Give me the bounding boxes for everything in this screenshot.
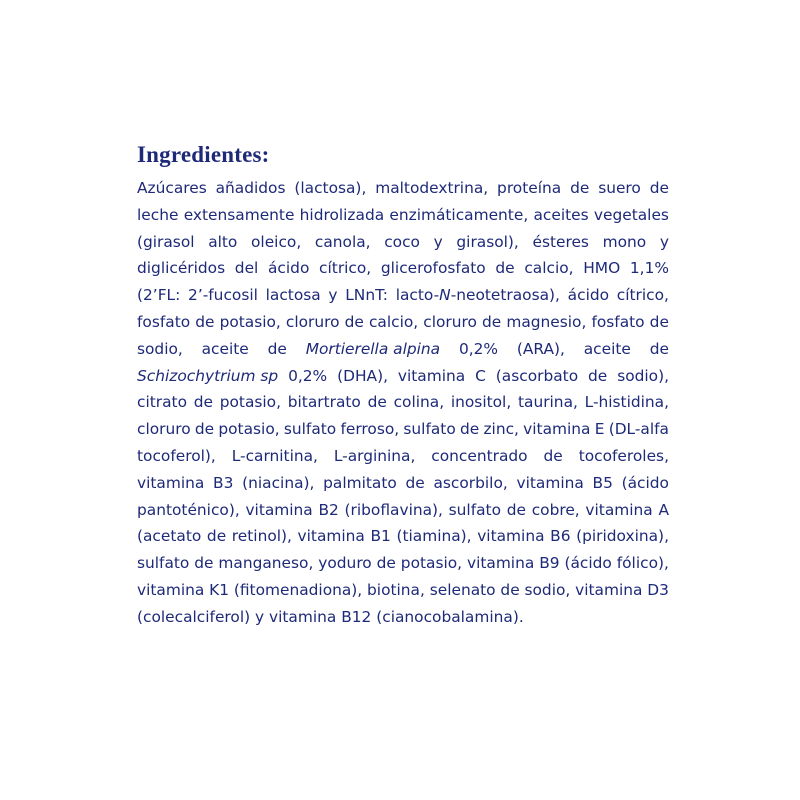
ingredient-word: vitamina [477,527,545,546]
ingredient-word: (DHA), [337,366,388,385]
ingredient-word: de [344,312,364,331]
ingredient-word: B1 [370,527,391,546]
ingredient-word: diglicéridos [137,259,226,278]
ingredient-word: pantoténico), [137,500,240,519]
ingredient-word: (ácido [564,554,612,573]
ingredients-line [137,255,669,282]
ingredient-word: alto [208,232,238,251]
ingredient-word: de [649,312,669,331]
ingredient-word: girasol), [456,232,519,251]
ingredient-word: K1 [209,580,230,599]
ingredient-word: lacto- [395,286,440,305]
ingredient-word: 1,1% [629,259,669,278]
ingredient-word: aceites [533,205,589,224]
ingredient-word: concentrado [431,446,528,465]
ingredient-word: de [570,179,590,197]
ingredient-word: cloruro [137,420,191,439]
ingredient-word: leche [137,205,179,224]
ingredient-word: vitamina [137,580,205,599]
ingredient-word: y [328,286,338,305]
ingredient-word: de [206,527,227,546]
ingredient-word: de [195,312,215,331]
ingredient-word: taurina, [517,393,578,412]
ingredient-word: B3 [213,473,234,492]
ingredient-word: de [495,259,515,278]
ingredient-word: bitartrato [287,393,361,412]
ingredient-word: de [193,393,213,412]
ingredient-word: de [367,393,387,412]
ingredient-word: Schizochytrium sp [137,366,279,385]
ingredient-word: de [459,420,480,439]
ingredient-word: (colecalciferol) y vitamina B12 (cianocobalamina). [137,607,524,626]
ingredient-word: vitamina [516,473,584,492]
ingredient-word: vegetales [593,205,669,224]
ingredient-word: inositol, [450,393,512,412]
ingredient-word: de [500,580,520,599]
ingredient-word: cítrico, [616,286,669,305]
ingredient-word: retinol), [231,527,292,546]
ingredient-word: zinc, [483,420,519,439]
ingredient-word: de [267,339,287,358]
ingredient-word: (ácido [621,473,669,492]
ingredient-word: sodio), [617,366,669,385]
ingredient-word: sodio, [524,580,571,599]
ingredient-word: potasio, [218,420,280,439]
ingredient-word: ferroso, [340,420,400,439]
ingredient-word: 2’-fucosil [188,286,258,305]
ingredient-word: suero [598,179,641,197]
ingredient-word: cobre, [531,500,580,519]
ingredient-word: tocoferol), [137,446,216,465]
ingredients-line [137,229,669,256]
ingredients-line [137,470,669,497]
ingredient-word: Mortierella alpina [305,339,441,358]
ingredient-word: potasio, [219,312,281,331]
ingredient-word: enzimáticamente, [389,205,529,224]
ingredient-word: N [439,286,451,305]
ingredients-line [137,282,669,309]
ingredient-word: de [376,554,396,573]
ingredient-word: manganeso, [218,554,314,573]
ingredient-word: sulfato [283,420,337,439]
ingredient-word: 0,2% [288,366,328,385]
ingredient-word: L-histidina, [584,393,669,412]
ingredient-word: ascorbilo, [433,473,508,492]
ingredients-line [137,202,669,229]
ingredient-word: (lactosa), [294,179,367,197]
ingredient-word: de [506,500,526,519]
ingredient-word: B5 [592,473,613,492]
ingredient-word: L-arginina, [333,446,416,465]
ingredient-word: sodio, [137,339,183,358]
ingredient-word: y [659,232,669,251]
ingredient-word: vitamina [575,580,643,599]
ingredient-word: añadidos [215,179,286,197]
ingredient-word: potasio, [219,393,281,412]
ingredients-line [137,416,669,443]
ingredient-word: vitamina [466,554,535,573]
ingredient-word: E [594,420,605,439]
ingredient-word: (riboflavina), [344,500,443,519]
ingredient-word: D3 [647,580,669,599]
ingredients-line [137,604,669,631]
ingredient-word: cítrico, [319,259,372,278]
ingredient-word: de [482,312,502,331]
ingredient-word: cloruro [285,312,340,331]
ingredient-word [396,282,560,309]
ingredients-line [137,389,669,416]
ingredient-word: proteína [497,179,562,197]
ingredient-word: fosfato [137,312,191,331]
ingredient-word: vitamina [297,527,365,546]
ingredients-line [137,577,669,604]
ingredient-word: (acetato [137,527,202,546]
ingredient-word: colina, [393,393,445,412]
ingredient-word: biotina, [367,580,425,599]
ingredient-word: lactosa [265,286,321,305]
ingredient-word: ésteres [532,232,589,251]
ingredient-word: mono [602,232,647,251]
ingredient-word: del [234,259,259,278]
ingredient-word: de [649,339,669,358]
ingredient-word: ácido [567,286,610,305]
ingredient-word: vitamina [245,500,313,519]
ingredient-word: sulfato [137,554,190,573]
ingredient-word: ácido [268,259,310,278]
ingredient-word: y [433,232,443,251]
ingredient-word: maltodextrina, [375,179,489,197]
ingredient-word: (niacina), [242,473,315,492]
ingredient-word: extensamente [183,205,295,224]
ingredient-word: de [405,473,425,492]
ingredient-word: sulfato [403,420,456,439]
ingredient-word: vitamina [397,366,466,385]
ingredient-word: LNnT: [345,286,388,305]
ingredient-word: (ascorbato [495,366,579,385]
ingredients-line [137,497,669,524]
ingredients-line [137,550,669,577]
ingredient-word: (2’FL: [137,286,181,305]
ingredient-word: C [475,366,486,385]
ingredient-word: B6 [550,527,571,546]
ingredient-word: fólico), [616,554,669,573]
ingredient-word: aceite [201,339,249,358]
ingredients-line [137,309,669,336]
ingredient-word: HMO [583,259,621,278]
ingredient-word: tocoferoles, [578,446,669,465]
ingredients-line [137,175,669,202]
ingredient-word: selenato [429,580,496,599]
ingredient-word: de [194,420,215,439]
ingredient-word: (girasol [137,232,195,251]
ingredient-word: glicerofosfato [380,259,486,278]
ingredient-word: -neotetraosa), [450,286,560,305]
ingredient-word: 0,2% [458,339,499,358]
ingredient-word: potasio, [400,554,463,573]
ingredient-word: aceite [583,339,631,358]
ingredients-line [137,336,669,363]
ingredient-word: (fitomenadiona), [233,580,363,599]
ingredient-word: vitamina [585,500,653,519]
ingredient-word: canola, [314,232,371,251]
ingredient-word: de [649,179,669,197]
ingredients-line [137,523,669,550]
ingredient-word: calcio, [368,312,419,331]
ingredient-word: cloruro [423,312,477,331]
ingredient-word: (DL-alfa [608,420,669,439]
ingredients-line [137,443,669,470]
ingredient-word: yoduro [318,554,372,573]
ingredient-word: de [194,554,214,573]
ingredient-word: oleico, [251,232,302,251]
ingredient-word: calcio, [524,259,574,278]
ingredient-word: Azúcares [137,179,207,197]
ingredient-word: palmitato [323,473,397,492]
ingredient-word: hidrolizada [299,205,385,224]
ingredient-word: (ARA), [516,339,565,358]
ingredient-word: fosfato [591,312,645,331]
ingredient-word: vitamina [523,420,591,439]
ingredient-word: coco [384,232,420,251]
ingredient-word: vitamina [137,473,205,492]
ingredient-word: (piridoxina), [576,527,669,546]
ingredient-word: (tiamina), [396,527,472,546]
ingredient-word: magnesio, [506,312,587,331]
ingredients-text [137,175,669,631]
ingredient-word: A [658,500,669,519]
ingredients-line [137,363,669,390]
ingredient-word: B2 [318,500,339,519]
ingredients-heading: Ingredientes: [137,142,270,167]
ingredient-word: de [543,446,563,465]
ingredient-word: L-carnitina, [231,446,318,465]
ingredient-word: de [588,366,608,385]
ingredient-word: B9 [539,554,560,573]
ingredient-word: citrato [137,393,187,412]
ingredient-word: sulfato [448,500,502,519]
